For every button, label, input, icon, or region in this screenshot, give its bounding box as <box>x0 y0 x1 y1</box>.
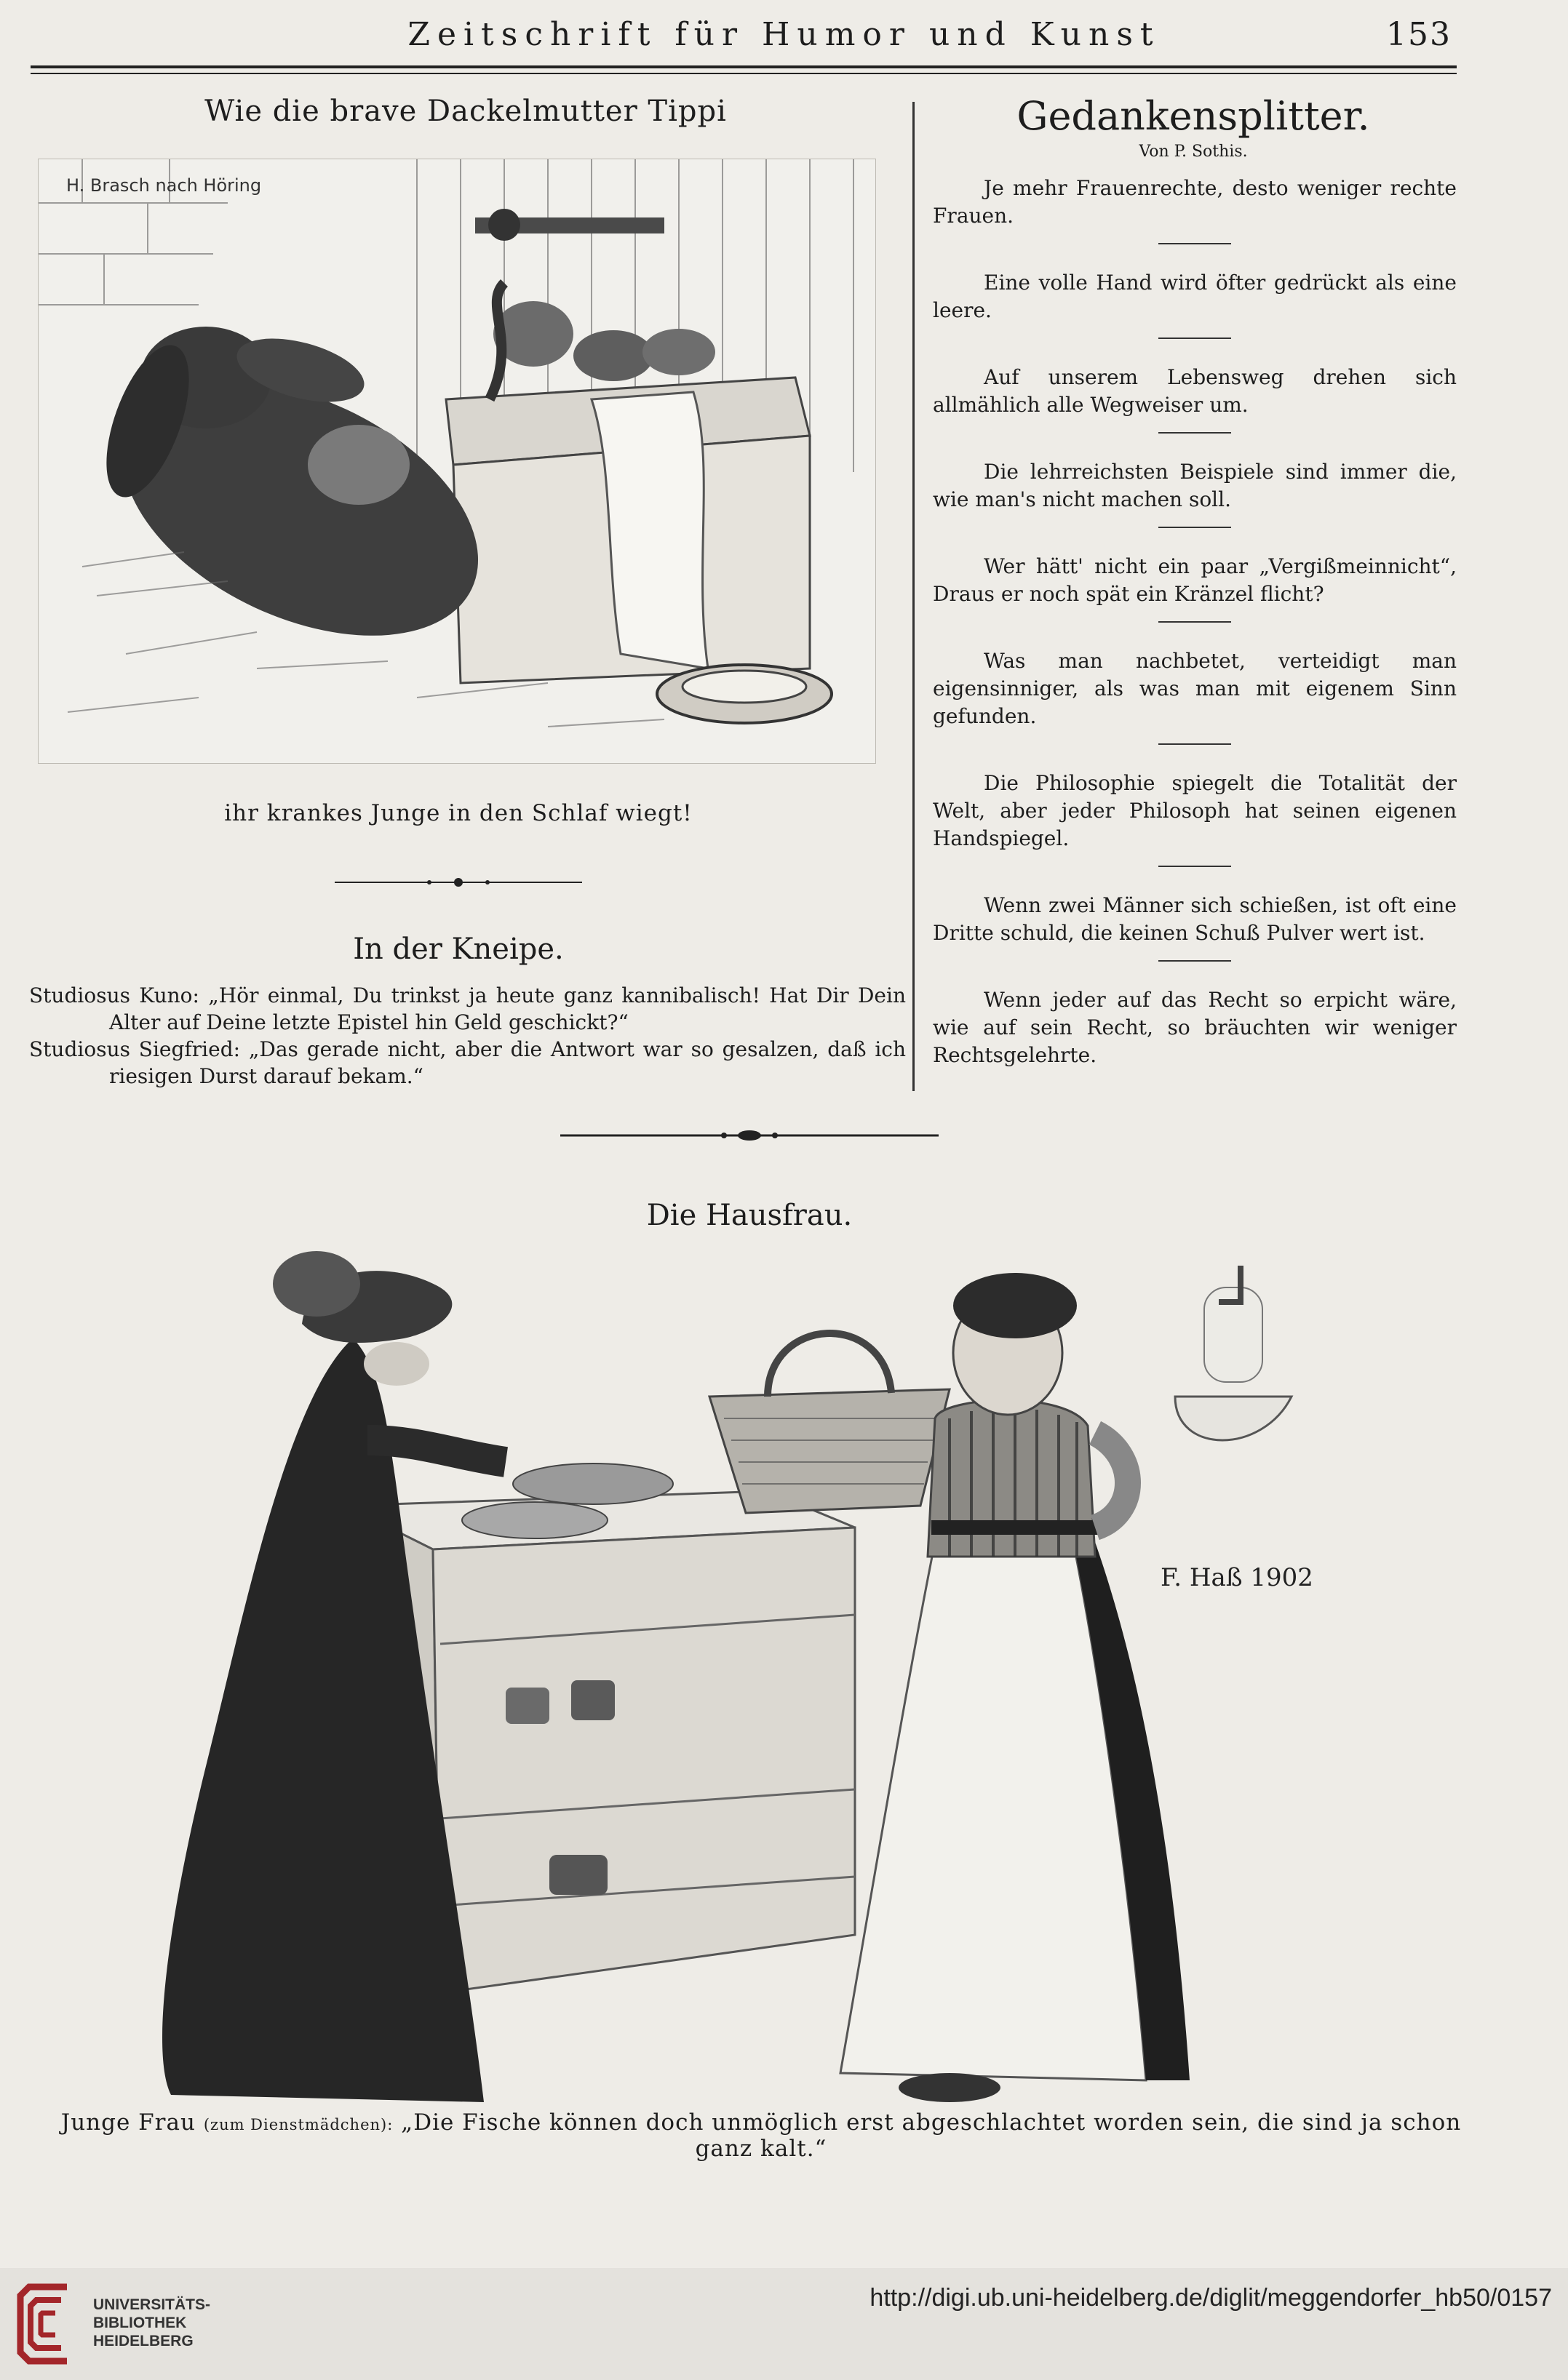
aphorism: Je mehr Frauenrechte, desto weniger rechte Frauen. <box>933 176 1457 228</box>
header-rule-thin <box>31 73 1457 74</box>
aphorism: Eine volle Hand wird öfter gedrückt als eine leere. <box>933 271 1457 322</box>
hausfrau-signature: F. Haß 1902 <box>1161 1563 1313 1592</box>
aphorism-divider <box>1158 866 1231 867</box>
aphorism-divider <box>1158 432 1231 434</box>
header-rule <box>31 65 1457 68</box>
kneipe-dialog <box>29 982 906 1090</box>
kitchen-scene-drawing <box>127 1178 1364 2124</box>
speaker-name: Studiosus Siegfried: <box>29 1037 241 1061</box>
library-line: HEIDELBERG <box>93 2333 194 2349</box>
library-line: UNIVERSITÄTS- <box>93 2296 211 2313</box>
library-logo-icon <box>16 2281 74 2367</box>
section-ornament <box>335 873 582 895</box>
column-divider <box>912 102 915 1091</box>
hausfrau-title: Die Hausfrau. <box>646 1199 853 1232</box>
speaker-name: Studiosus Kuno: <box>29 983 199 1007</box>
dialog-line <box>29 1036 906 1090</box>
aphorism-divider <box>1158 243 1231 244</box>
dackel-title: Wie die brave Dackelmutter Tippi <box>204 95 727 128</box>
section-ornament <box>560 1126 939 1148</box>
aphorism: Wer hätt' nicht ein paar „Vergißmeinnicht“, Draus er noch spät ein Kränzel flicht? <box>933 554 1457 606</box>
gedanken-title: Gedankensplitter. <box>1016 93 1370 139</box>
page-number: 153 <box>1386 16 1452 53</box>
dackel-caption: ihr krankes Junge in den Schlaf wiegt! <box>224 800 693 826</box>
dialog-line <box>29 982 906 1036</box>
source-link[interactable]: http://digi.ub.uni-heidelberg.de/diglit/meggendorfer_hb50/0157 <box>869 2284 1552 2312</box>
author-byline: Von P. Sothis. <box>1139 143 1248 161</box>
dachshund-drawing <box>39 159 875 763</box>
aphorism: Auf unserem Lebensweg drehen sich allmählich alle Wegweiser um. <box>933 365 1457 417</box>
hausfrau-caption <box>33 2109 1489 2162</box>
aphorism-divider <box>1158 743 1231 745</box>
aphorism-divider <box>1158 960 1231 962</box>
caption-speaker: Junge Frau <box>60 2109 196 2136</box>
aphorism: Wenn zwei Männer sich schießen, ist oft eine Dritte schuld, die keinen Schuß Pulver wert ist. <box>933 893 1457 945</box>
aphorism-divider <box>1158 621 1231 623</box>
aphorism-list <box>933 175 1457 1069</box>
caption-note: (zum Dienstmädchen): <box>203 2116 394 2133</box>
library-name <box>93 2296 210 2350</box>
aphorism: Die Philosophie spiegelt die Totalität der Welt, aber jeder Philosoph hat seinen eigenen Handspiegel. <box>933 771 1457 850</box>
dackel-signature: H. Brasch nach Höring <box>66 175 262 196</box>
aphorism-divider <box>1158 527 1231 528</box>
aphorism: Die lehrreichsten Beispiele sind immer die, wie man's nicht machen soll. <box>933 460 1457 511</box>
aphorism: Wenn jeder auf das Recht so erpicht wäre, wie auf sein Recht, so bräuchten wir weniger Rechtsgelehrte. <box>933 988 1457 1067</box>
aphorism: Was man nachbetet, verteidigt man eigensinniger, als was man mit eigenem Sinn gefunden. <box>933 649 1457 728</box>
dackel-illustration <box>38 159 876 764</box>
dialog-text: „Das gerade nicht, aber die Antwort war so gesalzen, daß ich riesigen Durst darauf bekam.“ <box>109 1037 907 1088</box>
caption-text: „Die Fische können doch unmöglich erst abgeschlachtet worden sein, die sind ja schon ganz kalt.“ <box>401 2109 1462 2162</box>
dialog-text: „Hör einmal, Du trinkst ja heute ganz kannibalisch! Hat Dir Dein Alter auf Deine letzte Epistel hin Geld geschickt?“ <box>109 983 906 1034</box>
kneipe-title: In der Kneipe. <box>353 933 564 966</box>
library-line: BIBLIOTHEK <box>93 2315 187 2331</box>
hausfrau-illustration <box>127 1178 1364 2124</box>
journal-header: Zeitschrift für Humor und Kunst <box>407 16 1161 53</box>
aphorism-divider <box>1158 338 1231 339</box>
